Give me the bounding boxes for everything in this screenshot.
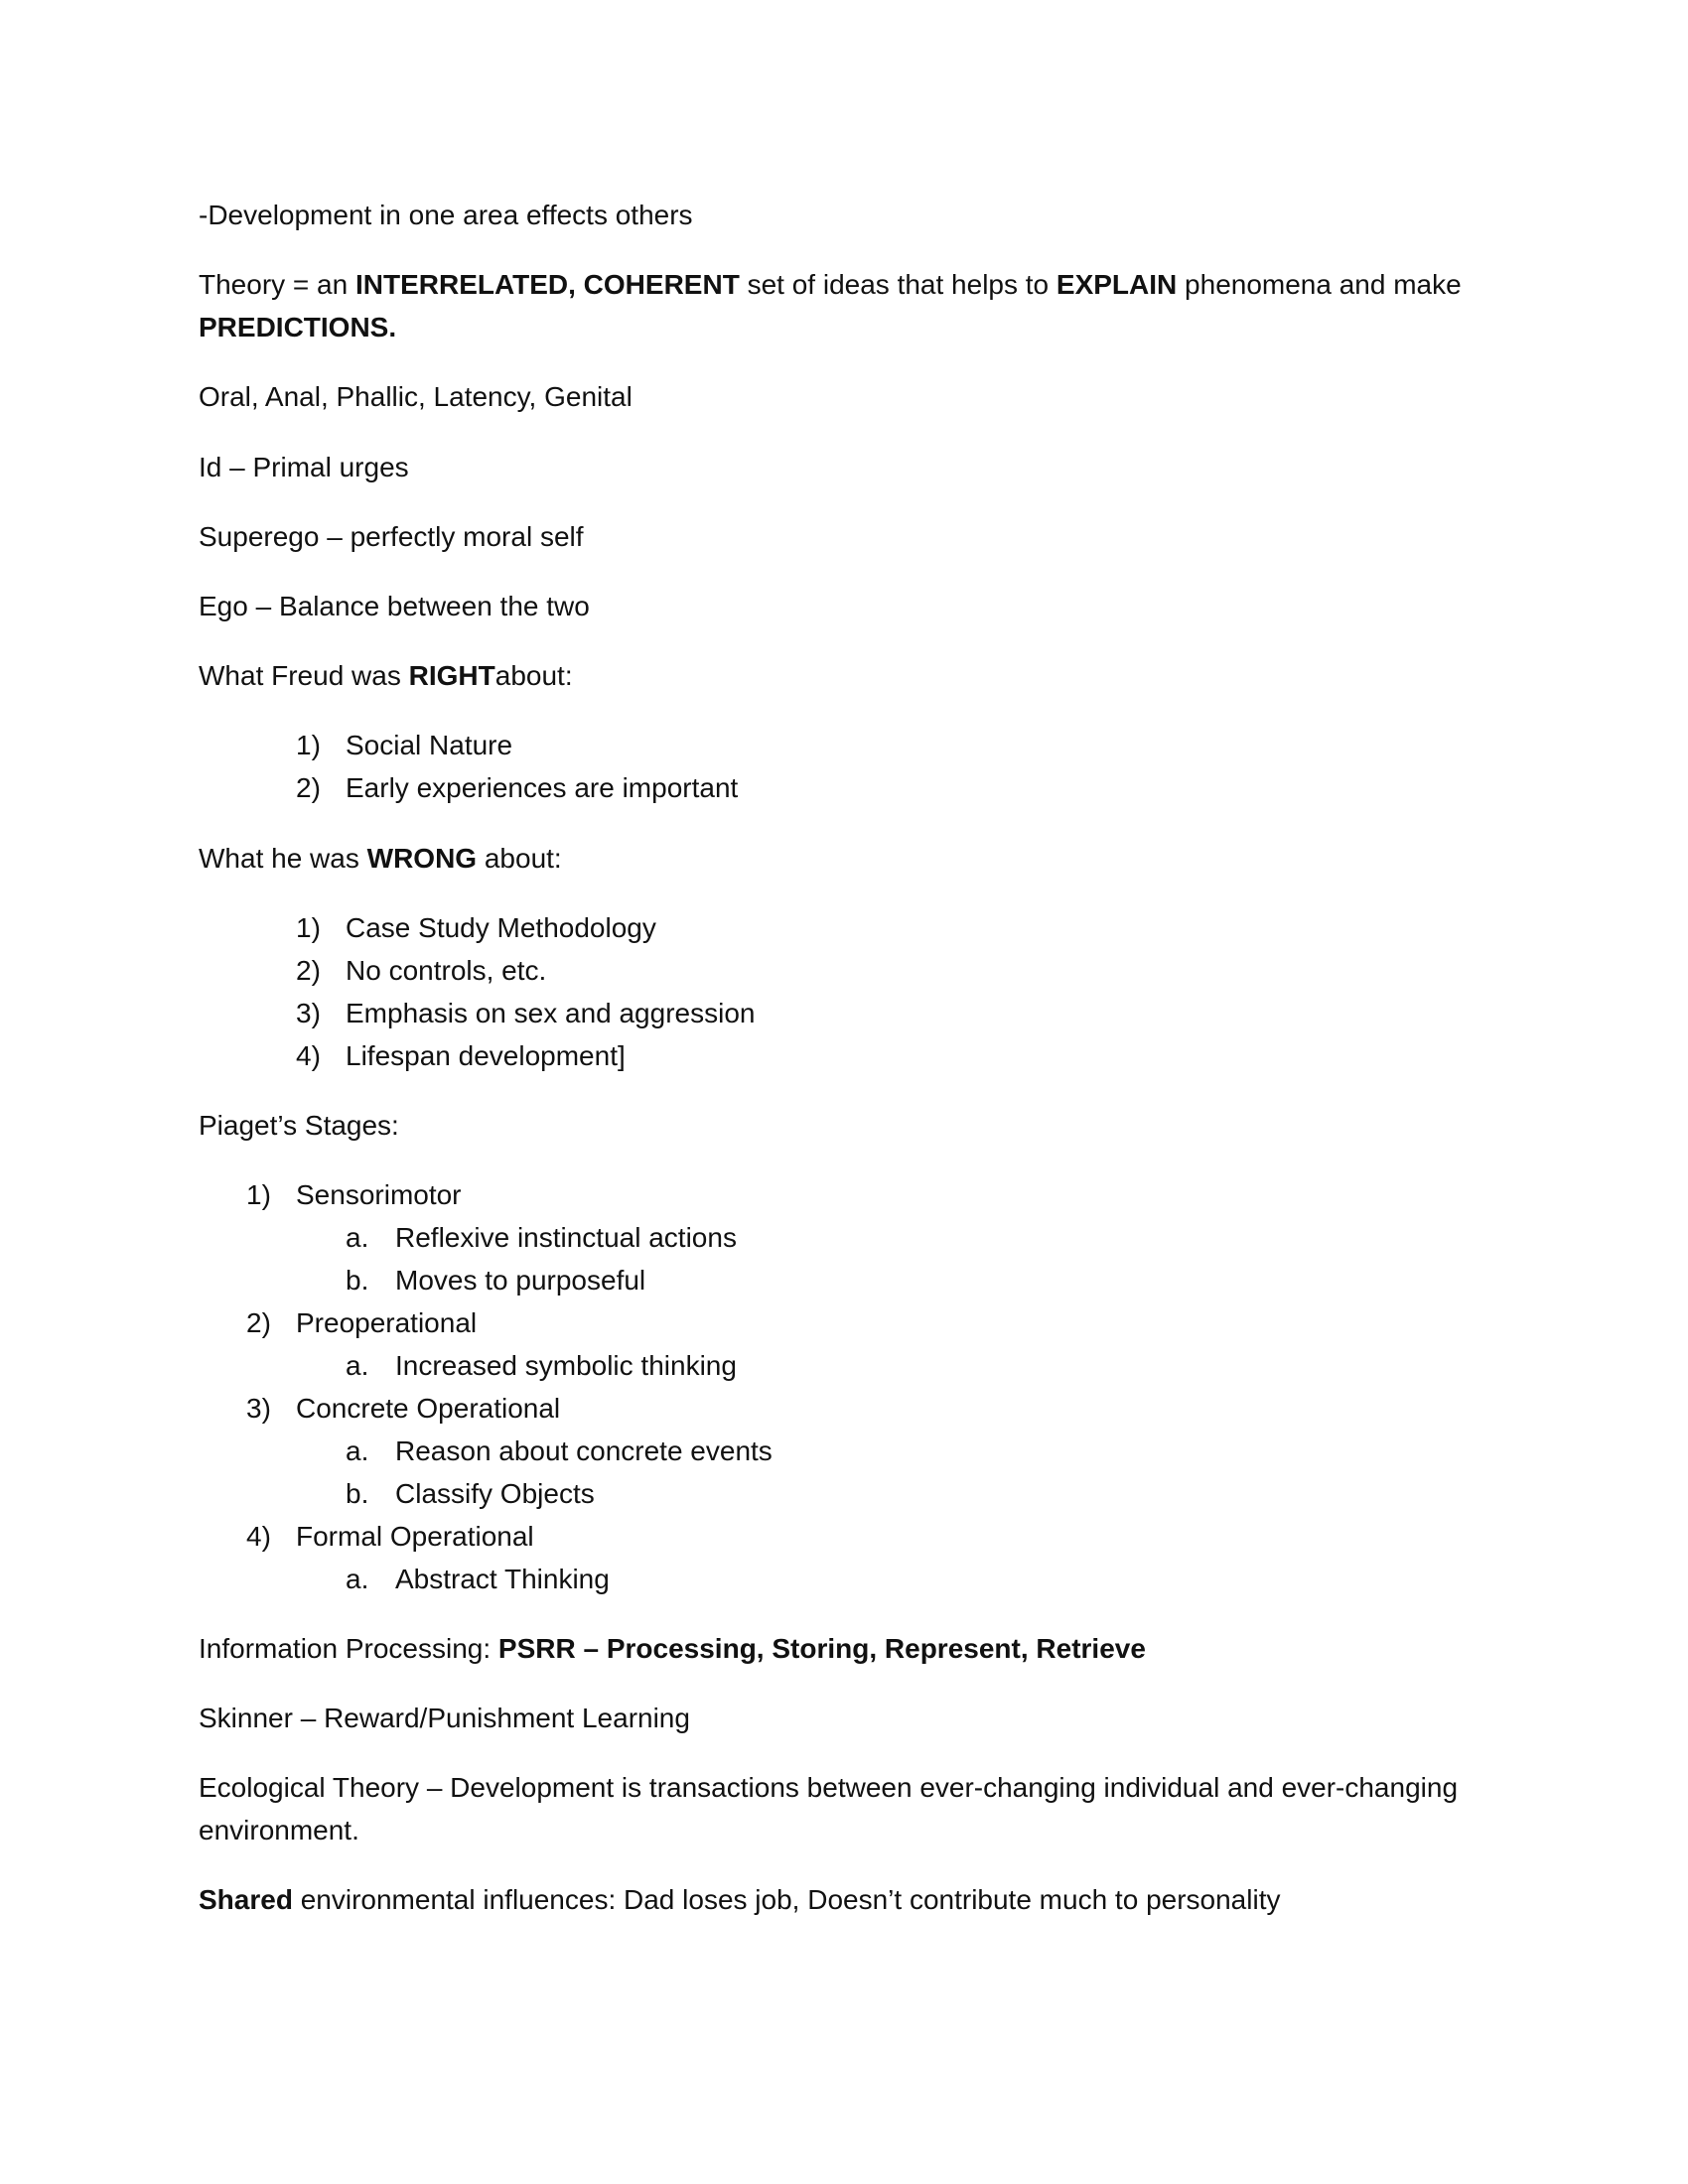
list-item: 4) Lifespan development] — [296, 1040, 626, 1071]
skinner-line: Skinner – Reward/Punishment Learning — [199, 1703, 690, 1733]
list-item: 4) Formal Operational — [246, 1521, 534, 1552]
list-item: 1) Case Study Methodology — [296, 912, 656, 943]
list-item: 3) Emphasis on sex and aggression — [296, 998, 756, 1028]
list-item: 2) Early experiences are important — [296, 772, 739, 803]
info-processing-line: Information Processing: PSRR – Processing, Storing, Represent, Retrieve — [199, 1633, 1146, 1664]
ecological-line2: environment. — [199, 1815, 359, 1845]
id-line: Id – Primal urges — [199, 452, 409, 482]
list-item: 3) Concrete Operational — [246, 1393, 561, 1424]
list-item: 2) Preoperational — [246, 1307, 478, 1338]
sub-list-item: a. Reason about concrete events — [346, 1435, 773, 1466]
sub-list-item: a. Abstract Thinking — [346, 1564, 610, 1594]
freud-wrong-heading: What he was WRONG about: — [199, 843, 562, 874]
sub-list-item: b. Classify Objects — [346, 1478, 595, 1509]
sub-list-item: a. Reflexive instinctual actions — [346, 1222, 737, 1253]
ego-line: Ego – Balance between the two — [199, 591, 590, 621]
piaget-heading: Piaget’s Stages: — [199, 1110, 399, 1141]
freud-stages-line: Oral, Anal, Phallic, Latency, Genital — [199, 381, 633, 412]
list-item: 1) Social Nature — [296, 730, 513, 760]
shared-influences-line: Shared environmental influences: Dad loses job, Doesn’t contribute much to personality — [199, 1884, 1281, 1915]
list-item: 1) Sensorimotor — [246, 1179, 462, 1210]
sub-list-item: b. Moves to purposeful — [346, 1265, 646, 1296]
superego-line: Superego – perfectly moral self — [199, 521, 584, 552]
theory-definition-line1: Theory = an INTERRELATED, COHERENT set of ideas that helps to EXPLAIN phenomena and make — [199, 269, 1462, 300]
list-item: 2) No controls, etc. — [296, 955, 547, 986]
sub-list-item: a. Increased symbolic thinking — [346, 1350, 737, 1381]
freud-right-heading: What Freud was RIGHTabout: — [199, 660, 573, 691]
ecological-line1: Ecological Theory – Development is transactions between ever-changing individual and ever-changing — [199, 1772, 1459, 1803]
development-line: -Development in one area effects others — [199, 200, 693, 230]
theory-definition-line2: PREDICTIONS. — [199, 312, 397, 342]
